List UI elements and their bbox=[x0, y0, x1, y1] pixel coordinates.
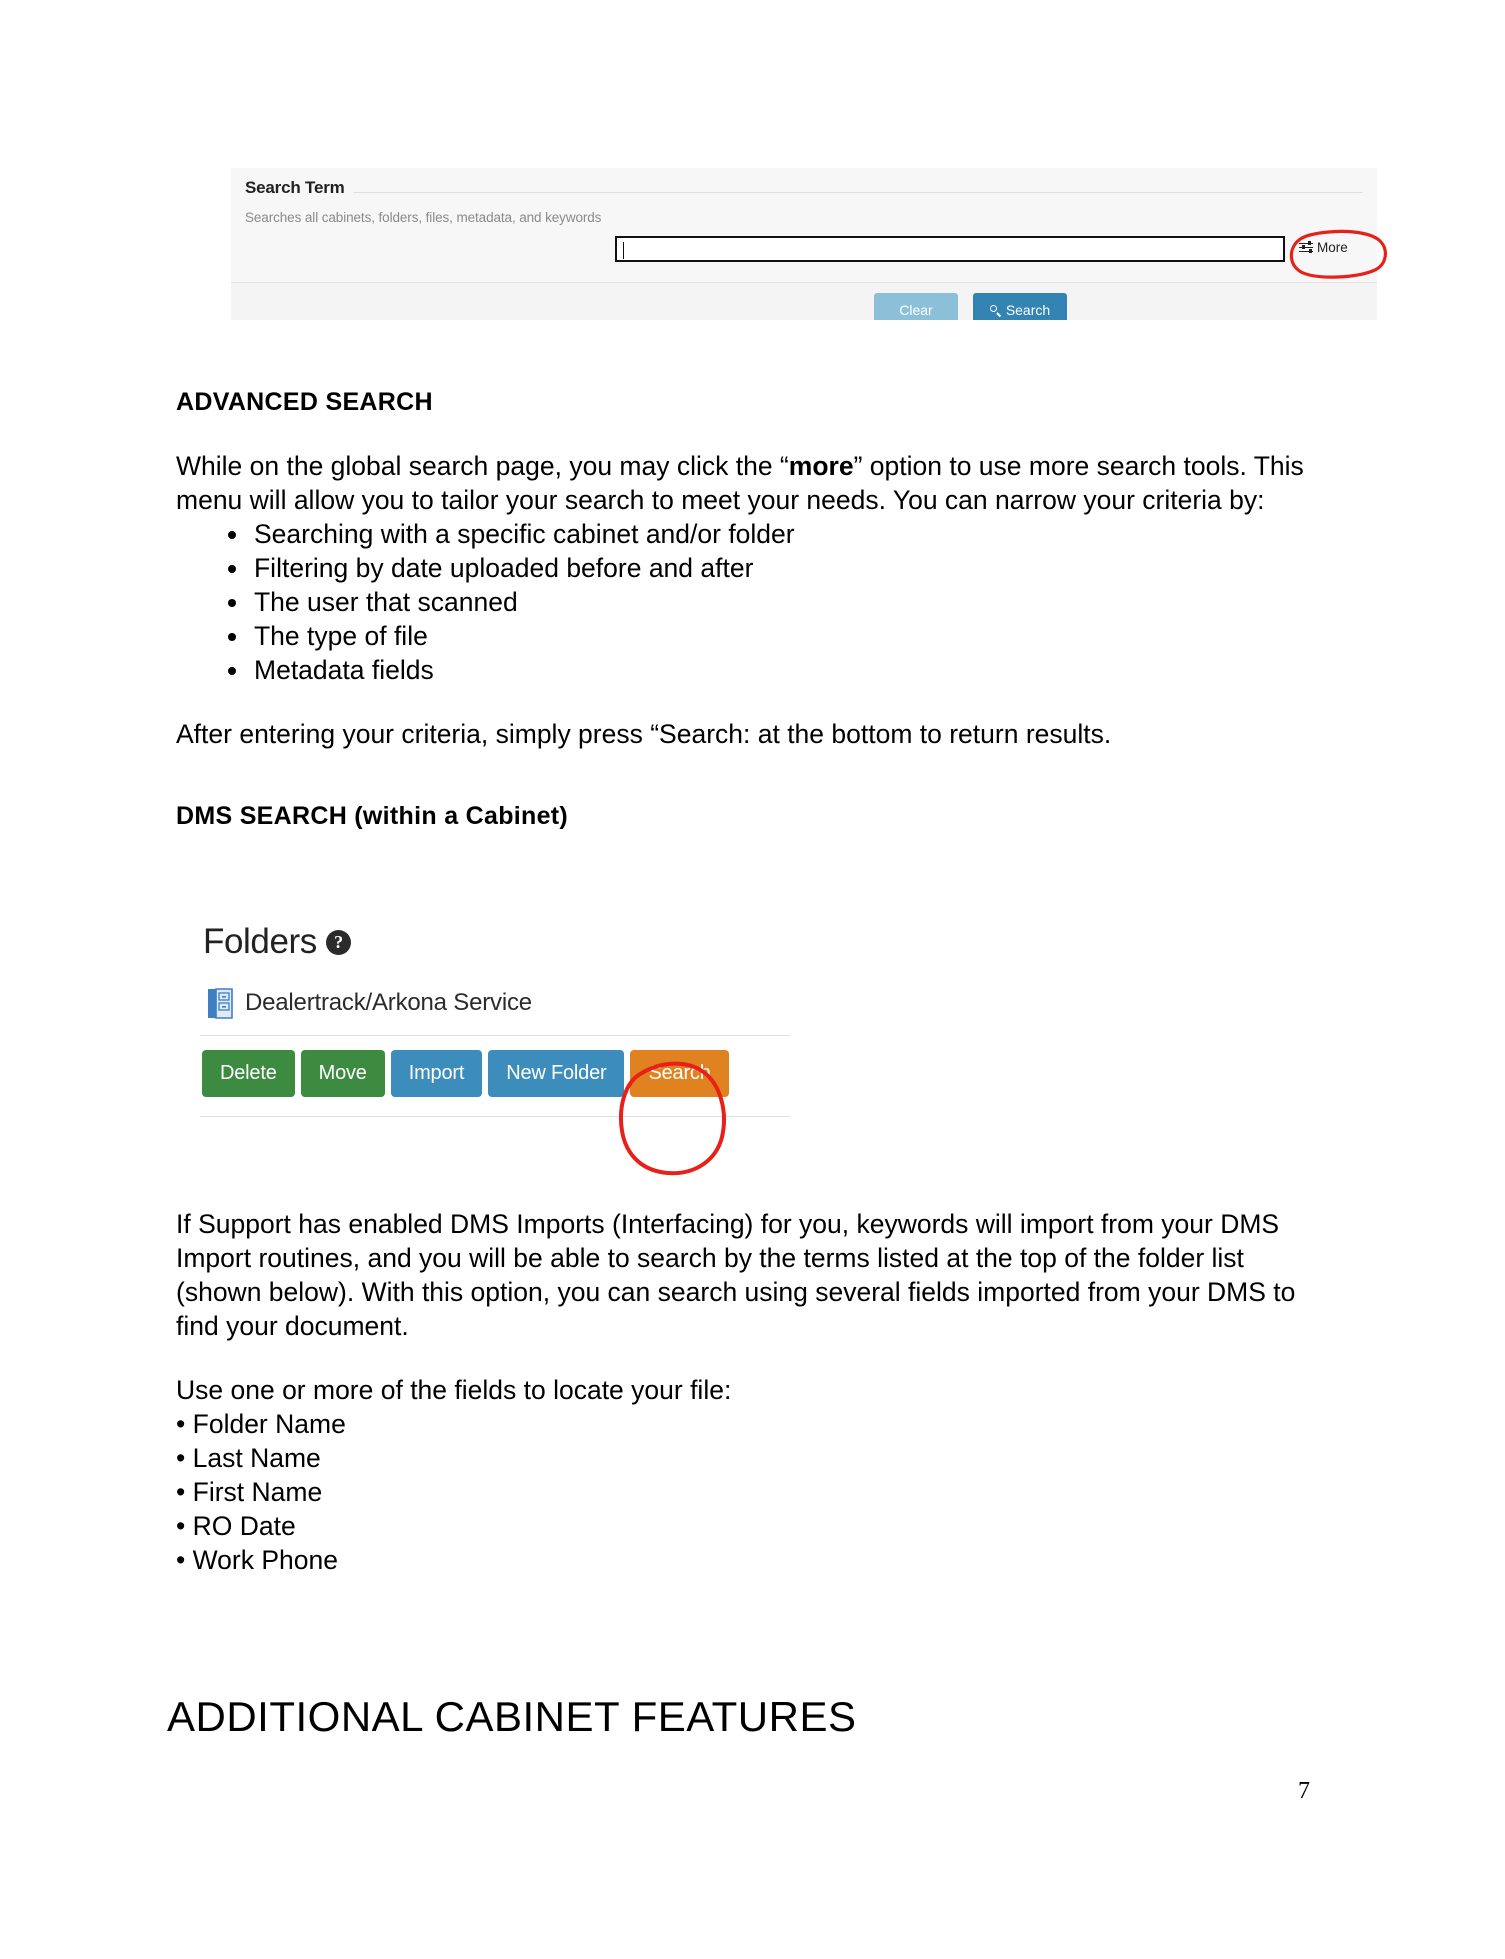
magnifier-icon bbox=[990, 305, 1001, 316]
import-button-label: Import bbox=[408, 1062, 465, 1084]
paragraph-dms-imports: If Support has enabled DMS Imports (Interfacing) for you, keywords will import from your DMS Import routines, and you will be able to search by the terms listed at the top of the folder list (shown below). With this option, you can search using several fields imported from your DMS to find your document. bbox=[176, 1209, 1296, 1341]
search-actions-bar bbox=[231, 283, 1377, 320]
delete-button-label: Delete bbox=[220, 1062, 277, 1084]
delete-button[interactable] bbox=[202, 1050, 295, 1097]
paragraph-after-criteria: After entering your criteria, simply press “Search: at the bottom to return results. bbox=[176, 719, 1112, 749]
criteria-bullet-list bbox=[176, 517, 1306, 687]
dms-field-list bbox=[176, 1407, 1306, 1577]
intro-bold-more: more bbox=[788, 451, 854, 481]
search-button[interactable] bbox=[973, 293, 1067, 320]
search-term-fieldset bbox=[231, 168, 1377, 283]
list-item: Filtering by date uploaded before and after bbox=[222, 551, 1306, 585]
folder-search-button-label: Search bbox=[648, 1062, 711, 1084]
search-term-legend: Search Term bbox=[245, 178, 353, 198]
global-search-screenshot bbox=[231, 168, 1377, 320]
document-body-lower bbox=[176, 1207, 1306, 1577]
folder-search-button[interactable] bbox=[630, 1050, 728, 1097]
import-button[interactable] bbox=[391, 1050, 482, 1097]
intro-part-2: ” option to use more search tools. This menu will allow you to tailor your search to meet your needs. You can narrow your criteria by: bbox=[176, 451, 1304, 515]
list-item: The user that scanned bbox=[222, 585, 1306, 619]
heading-additional-cabinet-features: ADDITIONAL CABINET FEATURES bbox=[167, 1693, 857, 1740]
folder-list-item-label: Dealertrack/Arkona Service bbox=[245, 989, 532, 1016]
clear-button[interactable] bbox=[874, 293, 958, 320]
sliders-icon bbox=[1299, 242, 1313, 254]
document-body bbox=[176, 385, 1306, 833]
folder-list-item[interactable] bbox=[206, 986, 532, 1020]
more-button[interactable] bbox=[1299, 240, 1348, 255]
new-folder-button-label: New Folder bbox=[506, 1062, 607, 1084]
paragraph-use-fields-intro: Use one or more of the fields to locate your file: bbox=[176, 1375, 732, 1405]
text-caret bbox=[623, 242, 624, 259]
list-item: The type of file bbox=[222, 619, 1306, 653]
list-item: • Last Name bbox=[176, 1443, 321, 1473]
search-button-label: Search bbox=[1005, 302, 1051, 318]
page-number: 7 bbox=[1298, 1778, 1310, 1804]
more-button-label: More bbox=[1317, 240, 1348, 255]
paragraph-advanced-search-intro bbox=[176, 449, 1306, 517]
move-button[interactable] bbox=[301, 1050, 385, 1097]
list-item: Metadata fields bbox=[222, 653, 1306, 687]
file-cabinet-icon bbox=[206, 986, 234, 1020]
search-term-help-text: Searches all cabinets, folders, files, metadata, and keywords bbox=[245, 210, 602, 225]
list-item: Searching with a specific cabinet and/or folder bbox=[222, 517, 1306, 551]
list-item: • First Name bbox=[176, 1477, 323, 1507]
search-input[interactable] bbox=[615, 236, 1285, 262]
list-item: • Work Phone bbox=[176, 1545, 338, 1575]
folders-title-label: Folders bbox=[203, 922, 317, 961]
list-item: • RO Date bbox=[176, 1511, 296, 1541]
new-folder-button[interactable] bbox=[488, 1050, 624, 1097]
heading-dms-search: DMS SEARCH (within a Cabinet) bbox=[176, 802, 569, 830]
list-item: • Folder Name bbox=[176, 1409, 346, 1439]
heading-advanced-search: ADVANCED SEARCH bbox=[176, 388, 433, 416]
divider-below-buttons bbox=[200, 1116, 790, 1117]
folder-actions-toolbar bbox=[202, 1050, 729, 1097]
move-button-label: Move bbox=[318, 1062, 367, 1084]
legend-divider bbox=[245, 192, 1363, 193]
folders-title bbox=[203, 922, 351, 962]
question-mark-circle-icon[interactable]: ? bbox=[326, 930, 351, 955]
clear-button-label: Clear bbox=[899, 302, 933, 318]
intro-part-1: While on the global search page, you may click the “ bbox=[176, 451, 789, 481]
folders-screenshot bbox=[200, 922, 790, 1172]
divider-above-buttons bbox=[200, 1035, 790, 1036]
